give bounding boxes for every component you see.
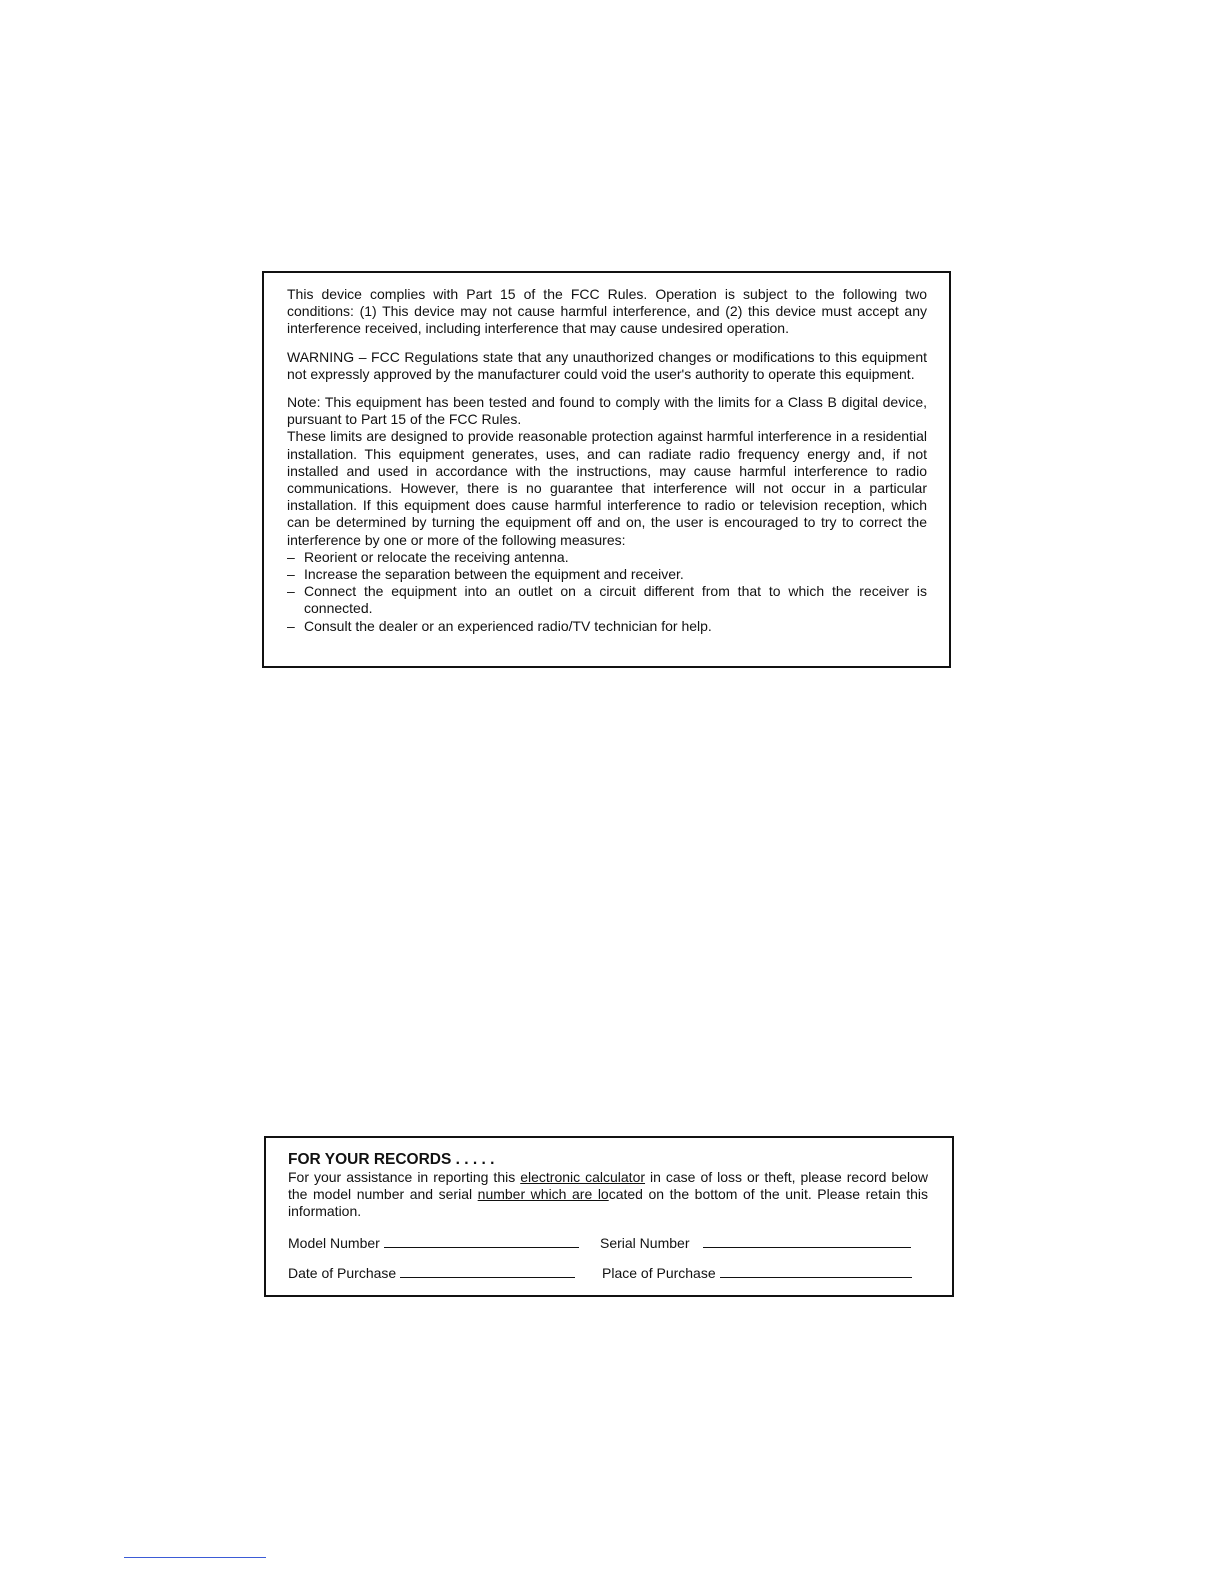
measure-text: Connect the equipment into an outlet on a circuit different from that to which the receiver is connected. [304, 583, 927, 617]
records-text-middle: in case of loss or theft, please record below the model number and serial [288, 1169, 928, 1203]
records-row-2 [288, 1263, 928, 1293]
dash-bullet: – [287, 548, 295, 565]
records-text-start: For your assistance in reporting this [288, 1169, 521, 1185]
date-of-purchase-blank[interactable] [400, 1263, 575, 1278]
serial-number-field[interactable] [600, 1233, 911, 1252]
fcc-compliance-paragraph: This device complies with Part 15 of the FCC Rules. Operation is subject to the following two conditions: (1) This device may not cause harmful interference, and (2) this device must accept any interference received, including interference that may cause undesired operation. [287, 286, 927, 337]
dash-bullet: – [287, 583, 295, 600]
fcc-warning-paragraph: WARNING – FCC Regulations state that any unauthorized changes or modifications to this equipment not expressly approved by the manufacturer could void the user's authority to operate this equipment. [287, 348, 927, 382]
records-box [264, 1136, 954, 1297]
footer-rule [124, 1557, 266, 1558]
dash-bullet: – [287, 566, 295, 583]
place-of-purchase-label: Place of Purchase [602, 1264, 716, 1281]
measure-text: Increase the separation between the equipment and receiver. [304, 566, 684, 583]
fcc-note-paragraph: Note: This equipment has been tested and found to comply with the limits for a Class B digital device, pursuant to Part 15 of the FCC Rules. [287, 394, 927, 428]
measure-item [287, 566, 927, 583]
records-row-1 [288, 1233, 928, 1263]
measure-text: Reorient or relocate the receiving antenna. [304, 548, 569, 565]
fcc-limits-paragraph: These limits are designed to provide reasonable protection against harmful interference in a residential installation. This equipment generates, uses, and can radiate radio frequency energy and, if not installed and used in accordance with the instructions, may cause harmful interference to radio communications. However, there is no guarantee that interference will not occur in a particular installation. If this equipment does cause harmful interference to radio or television reception, which can be determined by turning the equipment off and on, the user is encouraged to try to correct the interference by one or more of the following measures: [287, 428, 927, 548]
interference-measures-list [287, 549, 927, 635]
serial-number-label: Serial Number [600, 1234, 690, 1251]
measure-item [287, 618, 927, 635]
place-of-purchase-blank[interactable] [720, 1263, 912, 1278]
date-of-purchase-field[interactable] [288, 1263, 575, 1282]
serial-number-blank[interactable] [703, 1233, 911, 1248]
fcc-notice-box [262, 271, 951, 668]
measure-item [287, 549, 927, 566]
dash-bullet: – [287, 617, 295, 634]
records-text-end: cated on the bottom of the unit. Please retain this information. [288, 1186, 929, 1220]
place-of-purchase-field[interactable] [602, 1263, 912, 1282]
date-of-purchase-label: Date of Purchase [288, 1264, 397, 1281]
records-text-underlined: electronic calculator [520, 1169, 646, 1185]
records-text-underlined-2: number which are lo [477, 1186, 609, 1203]
model-number-blank[interactable] [384, 1233, 579, 1248]
records-title: FOR YOUR RECORDS . . . . . [288, 1151, 495, 1168]
records-instructions [288, 1169, 928, 1221]
model-number-label: Model Number [288, 1234, 380, 1251]
model-number-field[interactable] [288, 1233, 579, 1252]
measure-text: Consult the dealer or an experienced radio/TV technician for help. [304, 617, 712, 634]
measure-item [287, 583, 927, 617]
